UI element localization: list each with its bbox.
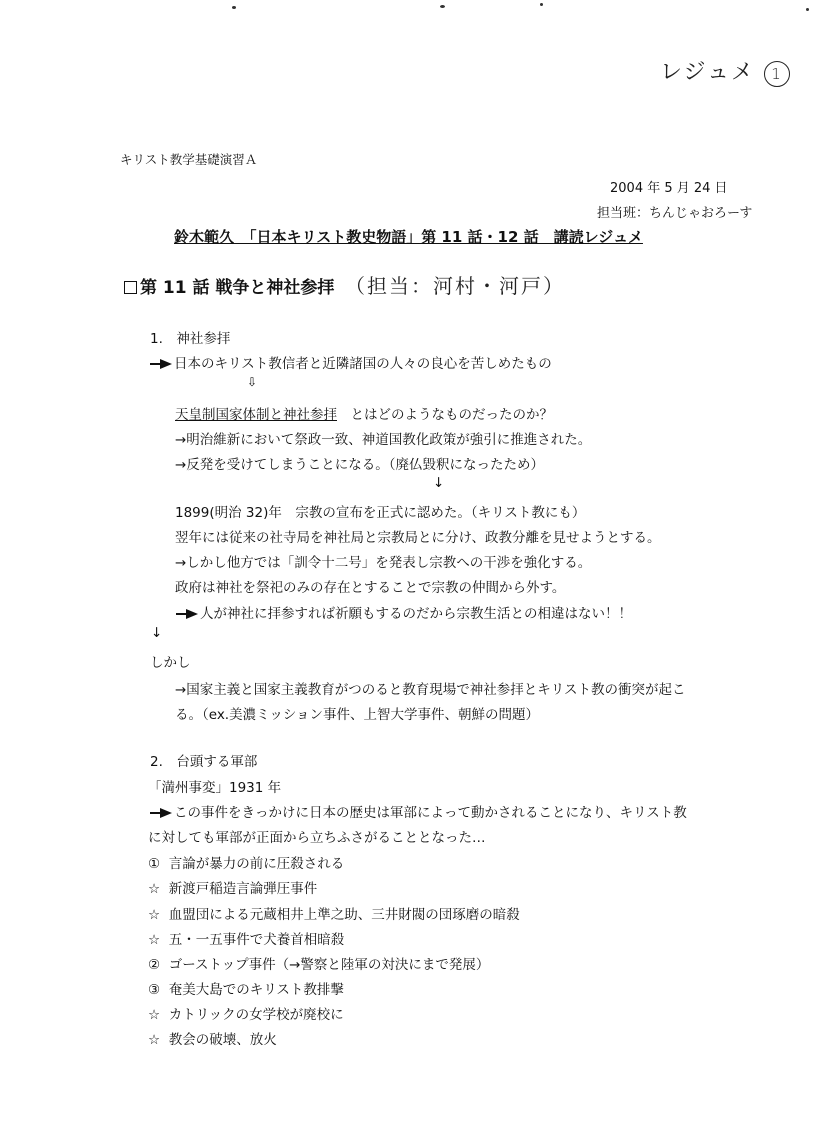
chapter-title: 第 11 話 戦争と神社参拝 [140,278,335,298]
section1-line: 日本のキリスト教信者と近隣諸国の人々の良心を苦しめたもの [148,352,552,372]
star-icon: ☆ [148,1007,161,1023]
section2-heading: 2. 台頭する軍部 [150,754,258,770]
section1-line: る。（ex.美濃ミッション事件、上智大学事件、朝鮮の問題） [175,707,540,723]
section1-line: →しかし他方では「訓令十二号」を発表し宗教への干渉を強化する。 [175,555,592,571]
down-arrow-icon: ↓ [151,625,163,641]
team-name: 担当班：ちんじゃおろーす [597,206,753,221]
corner-note-number: 1 [764,61,790,87]
scan-speck [440,5,445,8]
down-arrow-icon: ↓ [433,475,445,491]
scan-speck [806,8,809,11]
section1-line: 1899(明治 32)年 宗教の宣布を正式に認めた。（キリスト教にも） [175,505,586,521]
section2-intro: に対しても軍部が正面から立ちふさがることとなった… [148,830,486,846]
date: 2004 年 5 月 24 日 [610,181,728,196]
section1-line: →国家主義と国家主義教育がつのると教育現場で神社参拝とキリスト教の衝突が起こ [175,682,686,698]
chapter-handwritten-note: （担当：河村・河戸） [345,274,565,298]
section1-line: →反発を受けてしまうことになる。（廃仏毀釈になったため） [175,457,545,473]
checkbox-square-icon [124,281,137,294]
list-item: ☆ 教会の破壊、放火 [148,1032,277,1048]
list-item: ③ 奄美大島でのキリスト教排撃 [148,982,344,998]
list-item: ② ゴーストップ事件（→警察と陸軍の対決にまで発展） [148,957,490,973]
list-marker: ③ [148,982,161,998]
down-arrow-icon: ⇩ [247,375,258,389]
list-marker: ② [148,957,161,973]
list-marker: ① [148,856,161,872]
section2-subheading: 「満州事変」1931 年 [148,780,282,796]
list-item: ☆ 新渡戸稲造言論弾圧事件 [148,881,318,897]
arrow-pointer-icon [160,359,172,369]
section1-line: 翌年には従来の社寺局を神社局と宗教局とに分け、政教分離を見せようとする。 [175,530,661,546]
star-icon: ☆ [148,881,161,897]
corner-note-text: レジュメ [660,60,756,85]
section2-intro: この事件をきっかけに日本の歴史は軍部によって動かされることになり、キリスト教 [148,801,687,821]
chapter-heading [124,273,334,298]
course-name: キリスト教学基礎演習Ａ [120,152,258,167]
star-icon: ☆ [148,1032,161,1048]
section1-line: 政府は神社を祭祀のみの存在とすることで宗教の仲間から外す。 [175,580,566,596]
list-item: ① 言論が暴力の前に圧殺される [148,856,345,872]
scan-speck [540,3,543,6]
list-item: ☆ 血盟団による元蔵相井上準之助、三井財閥の団琢磨の暗殺 [148,907,520,923]
section1-heading: 1. 神社参拝 [150,331,231,347]
list-item: ☆ 五・一五事件で犬養首相暗殺 [148,932,345,948]
document-title: 鈴木範久 「日本キリスト教史物語」第 11 話・12 話 講読レジュメ [174,228,643,246]
section1-line: 天皇制国家体制と神社参拝 とはどのようなものだったのか？ [175,407,553,423]
star-icon: ☆ [148,932,161,948]
star-icon: ☆ [148,907,161,923]
arrow-pointer-icon [160,808,172,818]
section1-line: しかし [150,655,191,671]
corner-note [660,55,790,87]
section1-line: 人が神社に拝参すれば祈願もするのだから宗教生活との相違はない！！ [178,602,632,622]
list-item: ☆ カトリックの女学校が廃校に [148,1007,344,1023]
scan-speck [232,6,236,9]
section1-line: →明治維新において祭政一致、神道国教化政策が強引に推進された。 [175,432,592,448]
arrow-pointer-icon [186,609,198,619]
